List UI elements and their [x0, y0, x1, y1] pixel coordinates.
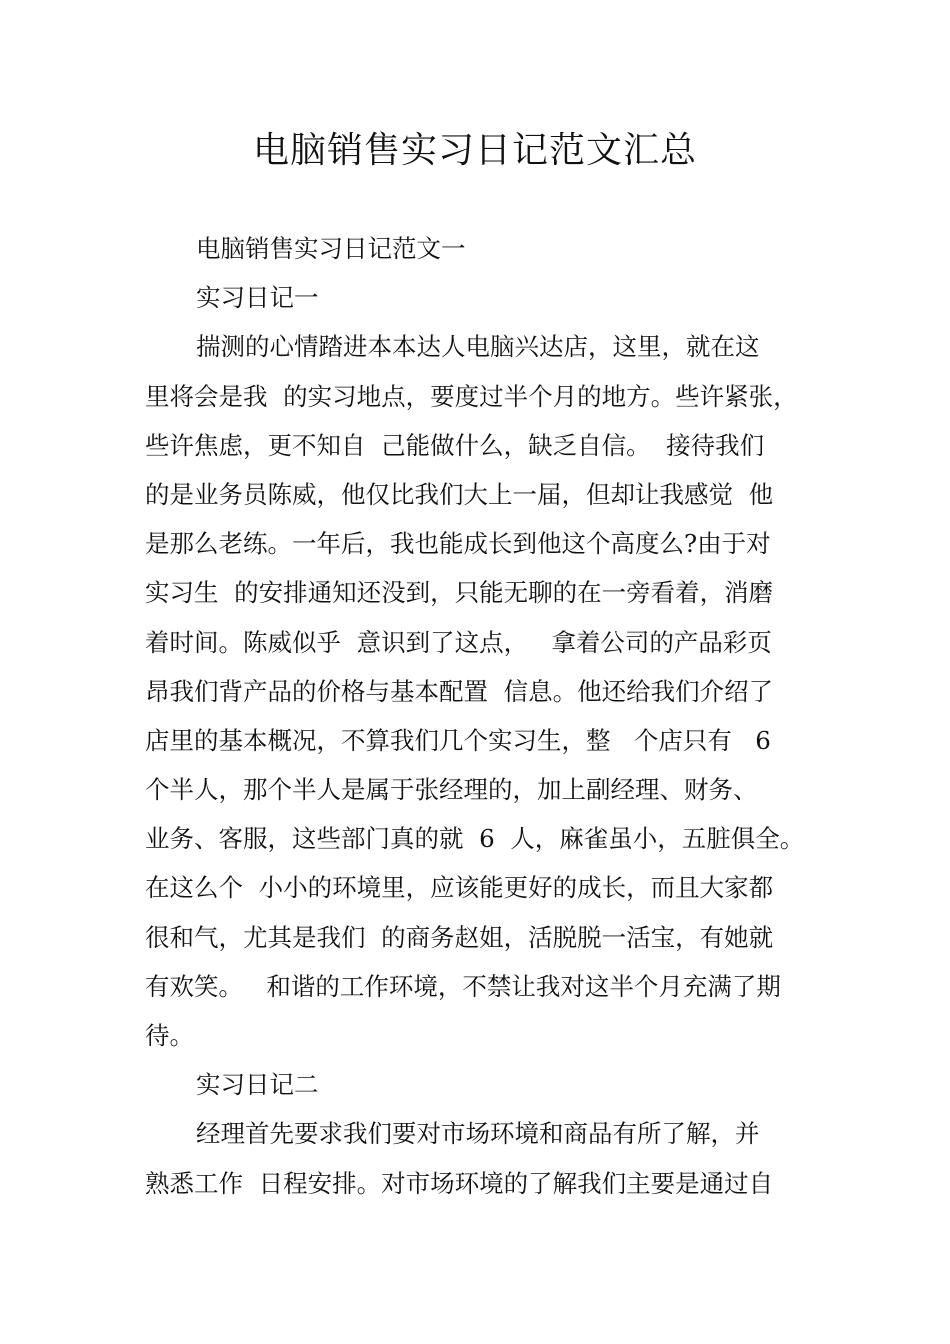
document-body	[145, 224, 815, 1208]
text-line: 熟悉工作 日程安排。对市场环境的了解我们主要是通过自	[145, 1168, 774, 1198]
text-line: 在这么个 小小的环境里，应该能更好的成长，而且大家都	[145, 873, 774, 903]
text-line: 实习生 的安排通知还没到，只能无聊的在一旁看着，消磨	[145, 578, 774, 608]
text-line: 店里的基本概况，不算我们几个实习生，整 个店只有 6	[145, 725, 771, 755]
text-line: 些许焦虑，更不知自 己能做什么，缺乏自信。 接待我们	[145, 430, 765, 460]
text-line: 昂我们背产品的价格与基本配置 信息。他还给我们介绍了	[145, 676, 774, 706]
text-line: 很和气，尤其是我们 的商务赵姐，活脱脱一活宝，有她就	[145, 922, 774, 952]
text-line: 着时间。陈威似乎 意识到了这点， 拿着公司的产品彩页	[145, 627, 772, 657]
text-line: 业务、客服，这些部门真的就 6 人，麻雀虽小，五脏俱全。	[145, 824, 805, 854]
text-line: 经理首先要求我们要对市场环境和商品有所了解，并	[196, 1119, 760, 1149]
text-line: 里将会是我 的实习地点，要度过半个月的地方。些许紧张，	[145, 381, 798, 411]
text-line: 有欢笑。 和谐的工作环境，不禁让我对这半个月充满了期	[145, 971, 781, 1001]
text-line: 实习日记一	[196, 283, 319, 313]
text-line: 揣测的心情踏进本本达人电脑兴达店，这里，就在这	[196, 332, 760, 362]
text-line: 个半人，那个半人是属于张经理的，加上副经理、财务、	[145, 775, 758, 805]
text-line: 待。	[145, 1021, 194, 1050]
text-line: 实习日记二	[196, 1070, 319, 1100]
text-line: 是那么老练。一年后，我也能成长到他这个高度么?由于对	[145, 529, 771, 559]
text-line: 的是业务员陈威，他仅比我们大上一届，但却让我感觉 他	[145, 479, 774, 509]
document-title: 电脑销售实习日记范文汇总	[252, 130, 697, 171]
text-line: 电脑销售实习日记范文一	[196, 234, 466, 263]
